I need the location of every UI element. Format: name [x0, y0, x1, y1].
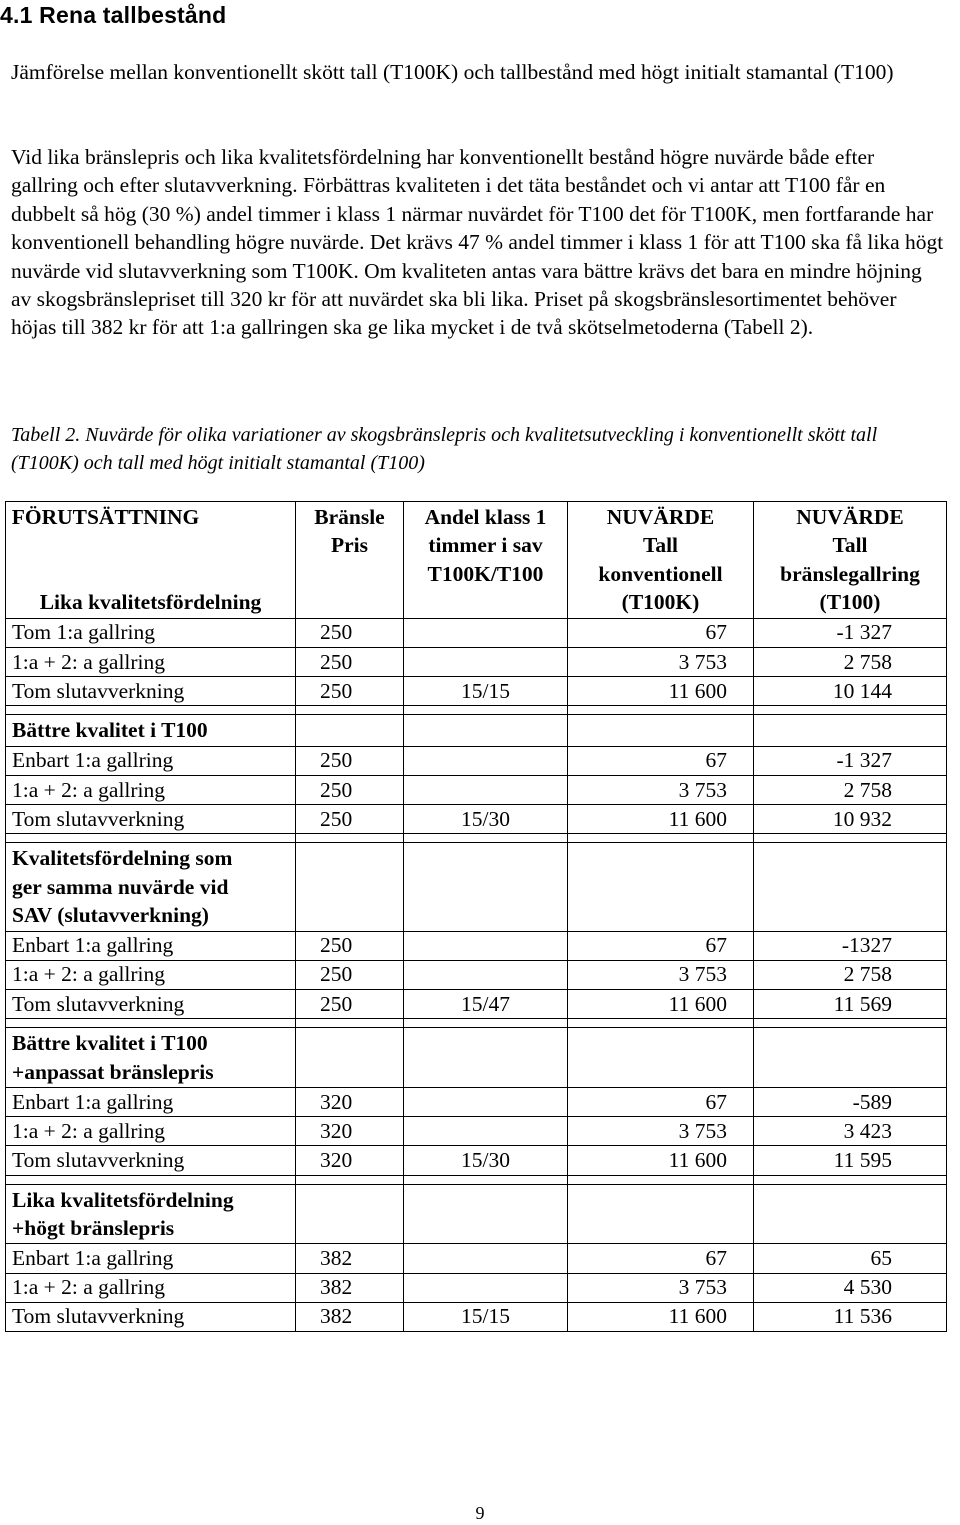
spacer-cell — [296, 1019, 404, 1028]
spacer-cell — [754, 1175, 947, 1184]
empty-cell — [568, 1184, 754, 1244]
nuvarde-konventionell-cell: 67 — [568, 1087, 754, 1116]
row-label: Tom slutavverkning — [6, 805, 296, 834]
header-lika-kvalitet-label: Lika kvalitetsfördelning — [39, 590, 262, 615]
group-title-row — [6, 843, 947, 931]
andel-klass-cell — [404, 931, 568, 960]
andel-klass-cell: 15/15 — [404, 1302, 568, 1331]
table-row — [6, 648, 947, 677]
group-title: Kvalitetsfördelning som ger samma nuvärde vid SAV (slutavverkning) — [6, 843, 296, 931]
spacer-cell — [404, 706, 568, 715]
header-nuvarde-konventionell-label: NUVÄRDE Tall konventionell (T100K) — [598, 505, 723, 615]
page-number: 9 — [475, 1503, 485, 1523]
nuvarde-konventionell-cell: 3 753 — [568, 1273, 754, 1302]
spacer-cell — [754, 706, 947, 715]
row-label: Enbart 1:a gallring — [6, 931, 296, 960]
empty-cell — [754, 843, 947, 931]
empty-cell — [296, 843, 404, 931]
group-spacer-row — [6, 1019, 947, 1028]
table-row — [6, 805, 947, 834]
spacer-cell — [296, 834, 404, 843]
andel-klass-cell — [404, 1244, 568, 1273]
nuvarde-konventionell-cell: 11 600 — [568, 989, 754, 1018]
empty-cell — [296, 715, 404, 746]
spacer-cell — [6, 706, 296, 715]
nuvarde-konventionell-cell: 11 600 — [568, 1302, 754, 1331]
row-label: Tom slutavverkning — [6, 1146, 296, 1175]
empty-cell — [568, 843, 754, 931]
bransle-pris-cell: 250 — [296, 775, 404, 804]
nuvarde-konventionell-cell: 11 600 — [568, 1146, 754, 1175]
row-label: Tom slutavverkning — [6, 1302, 296, 1331]
andel-klass-cell: 15/15 — [404, 677, 568, 706]
header-forutsattning — [6, 502, 296, 619]
nuvarde-bransle-cell: 11 569 — [754, 989, 947, 1018]
andel-klass-cell — [404, 960, 568, 989]
group-spacer-row — [6, 706, 947, 715]
group-spacer-row — [6, 1175, 947, 1184]
andel-klass-cell — [404, 618, 568, 647]
andel-klass-cell — [404, 746, 568, 775]
empty-cell — [568, 715, 754, 746]
spacer-cell — [754, 1019, 947, 1028]
table-row — [6, 1244, 947, 1273]
nuvarde-bransle-cell: -589 — [754, 1087, 947, 1116]
table-row — [6, 989, 947, 1018]
row-label: 1:a + 2: a gallring — [6, 960, 296, 989]
row-label: Enbart 1:a gallring — [6, 1244, 296, 1273]
group-title-row — [6, 1184, 947, 1244]
nuvarde-table — [5, 501, 947, 1332]
nuvarde-bransle-cell: 2 758 — [754, 775, 947, 804]
spacer-cell — [404, 1175, 568, 1184]
header-forutsattning-label: FÖRUTSÄTTNING — [11, 505, 200, 529]
table-row — [6, 1087, 947, 1116]
bransle-pris-cell: 250 — [296, 960, 404, 989]
spacer-cell — [568, 1175, 754, 1184]
empty-cell — [754, 1184, 947, 1244]
nuvarde-bransle-cell: -1 327 — [754, 746, 947, 775]
spacer-cell — [754, 834, 947, 843]
empty-cell — [404, 1184, 568, 1244]
header-andel-klass — [404, 502, 568, 619]
bransle-pris-cell: 250 — [296, 989, 404, 1018]
table-header-row — [6, 502, 947, 619]
nuvarde-bransle-cell: 11 536 — [754, 1302, 947, 1331]
nuvarde-konventionell-cell: 3 753 — [568, 648, 754, 677]
group-title: Lika kvalitetsfördelning +högt bränslepris — [6, 1184, 296, 1244]
nuvarde-konventionell-cell: 11 600 — [568, 805, 754, 834]
bransle-pris-cell: 250 — [296, 805, 404, 834]
nuvarde-bransle-cell: 4 530 — [754, 1273, 947, 1302]
header-bransle-pris-label: Bränsle Pris — [314, 505, 385, 558]
spacer-cell — [6, 1019, 296, 1028]
andel-klass-cell — [404, 775, 568, 804]
header-bransle-pris — [296, 502, 404, 619]
table-row — [6, 931, 947, 960]
empty-cell — [754, 715, 947, 746]
row-label: Enbart 1:a gallring — [6, 746, 296, 775]
table-body — [6, 618, 947, 1331]
nuvarde-konventionell-cell: 67 — [568, 1244, 754, 1273]
comparison-paragraph: Jämförelse mellan konventionellt skött tall (T100K) och tallbestånd med högt initialt stamantal (T100) — [11, 60, 894, 84]
bransle-pris-cell: 250 — [296, 648, 404, 677]
group-title-row — [6, 1028, 947, 1088]
spacer-cell — [6, 1175, 296, 1184]
andel-klass-cell — [404, 1087, 568, 1116]
spacer-cell — [568, 706, 754, 715]
andel-klass-cell — [404, 1273, 568, 1302]
table-row — [6, 677, 947, 706]
spacer-cell — [404, 1019, 568, 1028]
spacer-cell — [6, 834, 296, 843]
nuvarde-bransle-cell: 10 144 — [754, 677, 947, 706]
header-nuvarde-bransle-label: NUVÄRDE Tall bränslegallring (T100) — [780, 505, 920, 615]
table-row — [6, 1273, 947, 1302]
nuvarde-konventionell-cell: 3 753 — [568, 960, 754, 989]
nuvarde-bransle-cell: 65 — [754, 1244, 947, 1273]
andel-klass-cell — [404, 1117, 568, 1146]
row-label: 1:a + 2: a gallring — [6, 648, 296, 677]
nuvarde-konventionell-cell: 67 — [568, 746, 754, 775]
header-nuvarde-bransle — [754, 502, 947, 619]
andel-klass-cell — [404, 648, 568, 677]
header-andel-klass-label: Andel klass 1 timmer i sav T100K/T100 — [424, 505, 547, 586]
row-label: 1:a + 2: a gallring — [6, 1273, 296, 1302]
row-label: Tom slutavverkning — [6, 677, 296, 706]
table-row — [6, 1117, 947, 1146]
table-row — [6, 960, 947, 989]
group-title-row — [6, 715, 947, 746]
row-label: 1:a + 2: a gallring — [6, 775, 296, 804]
empty-cell — [404, 1028, 568, 1088]
row-label: 1:a + 2: a gallring — [6, 1117, 296, 1146]
row-label: Tom 1:a gallring — [6, 618, 296, 647]
spacer-cell — [404, 834, 568, 843]
table-row — [6, 618, 947, 647]
row-label: Tom slutavverkning — [6, 989, 296, 1018]
empty-cell — [296, 1028, 404, 1088]
nuvarde-bransle-cell: 2 758 — [754, 648, 947, 677]
section-heading: 4.1 Rena tallbestånd — [0, 2, 227, 28]
table-row — [6, 1146, 947, 1175]
empty-cell — [404, 715, 568, 746]
bransle-pris-cell: 250 — [296, 618, 404, 647]
bransle-pris-cell: 382 — [296, 1244, 404, 1273]
group-title: Bättre kvalitet i T100 +anpassat bränslepris — [6, 1028, 296, 1088]
table-caption: Tabell 2. Nuvärde för olika variationer av skogsbränslepris och kvalitetsutveckling i konventionellt skött tall (T100K) och tall med högt initialt stamantal (T100) — [11, 424, 878, 474]
bransle-pris-cell: 382 — [296, 1302, 404, 1331]
nuvarde-bransle-cell: 3 423 — [754, 1117, 947, 1146]
nuvarde-konventionell-cell: 11 600 — [568, 677, 754, 706]
table-row — [6, 746, 947, 775]
nuvarde-konventionell-cell: 3 753 — [568, 1117, 754, 1146]
andel-klass-cell: 15/30 — [404, 805, 568, 834]
nuvarde-konventionell-cell: 67 — [568, 931, 754, 960]
nuvarde-bransle-cell: -1 327 — [754, 618, 947, 647]
group-title: Bättre kvalitet i T100 — [6, 715, 296, 746]
nuvarde-konventionell-cell: 67 — [568, 618, 754, 647]
empty-cell — [754, 1028, 947, 1088]
spacer-cell — [296, 1175, 404, 1184]
bransle-pris-cell: 320 — [296, 1117, 404, 1146]
bransle-pris-cell: 250 — [296, 677, 404, 706]
nuvarde-bransle-cell: 10 932 — [754, 805, 947, 834]
table-row — [6, 1302, 947, 1331]
andel-klass-cell: 15/47 — [404, 989, 568, 1018]
andel-klass-cell: 15/30 — [404, 1146, 568, 1175]
empty-cell — [568, 1028, 754, 1088]
nuvarde-konventionell-cell: 3 753 — [568, 775, 754, 804]
bransle-pris-cell: 250 — [296, 931, 404, 960]
bransle-pris-cell: 320 — [296, 1146, 404, 1175]
nuvarde-bransle-cell: 2 758 — [754, 960, 947, 989]
empty-cell — [296, 1184, 404, 1244]
body-paragraph: Vid lika bränslepris och lika kvalitetsfördelning har konventionellt bestånd högre nuvärde både efter gallring och efter slutavverkning. Förbättras kvaliteten i det täta beståndet och vi antar att T100 får en dubbelt så hög (30 %) andel timmer i klass 1 närmar nuvärdet för T100 det för T100K, men fortfarande har konventionell behandling högre nuvärde. Det krävs 47 % andel timmer i klass 1 för att T100 ska få lika högt nuvärde vid slutavverkning som T100K. Om kvaliteten antas vara bättre krävs det bara en mindre höjning av skogsbränslepriset till 320 kr för att nuvärdet ska bli lika. Priset på skogsbränslesortimentet behöver höjas till 382 kr för att 1:a gallringen ska ge lika mycket i de två skötselmetoderna (Tabell 2). — [11, 145, 944, 340]
spacer-cell — [296, 706, 404, 715]
group-spacer-row — [6, 834, 947, 843]
bransle-pris-cell: 320 — [296, 1087, 404, 1116]
row-label: Enbart 1:a gallring — [6, 1087, 296, 1116]
bransle-pris-cell: 250 — [296, 746, 404, 775]
spacer-cell — [568, 1019, 754, 1028]
nuvarde-bransle-cell: -1327 — [754, 931, 947, 960]
spacer-cell — [568, 834, 754, 843]
table-row — [6, 775, 947, 804]
header-nuvarde-konventionell — [568, 502, 754, 619]
bransle-pris-cell: 382 — [296, 1273, 404, 1302]
empty-cell — [404, 843, 568, 931]
nuvarde-bransle-cell: 11 595 — [754, 1146, 947, 1175]
